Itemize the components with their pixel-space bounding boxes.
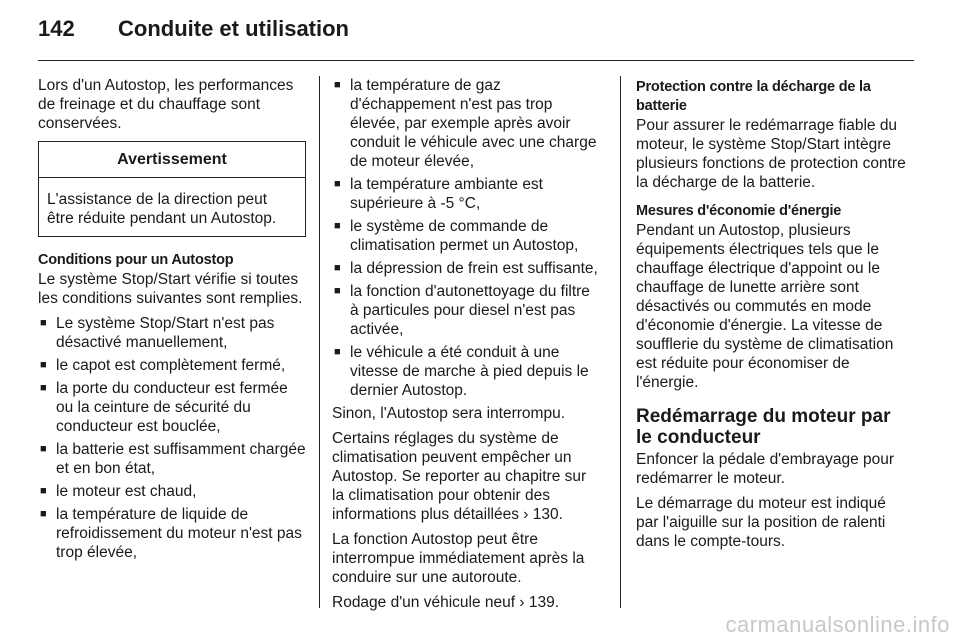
restart-paragraph-2: Le démarrage du moteur est indiqué par l'aiguille sur la position de ralenti dans le compte-tours. <box>636 495 886 550</box>
column-divider-2 <box>620 76 621 608</box>
warning-body: L'assistance de la direction peut être réduite pendant un Autostop. <box>47 191 277 227</box>
list-item: ■ la dépression de frein est suffisante, <box>332 259 602 278</box>
motorway-paragraph: La fonction Autostop peut être interrompue immédiatement après la conduire sur une autoroute. <box>332 531 585 586</box>
restart-heading: Redémarrage du moteur par le conducteur <box>636 406 891 448</box>
energy-saving-heading: Mesures d'économie d'énergie <box>636 203 842 219</box>
battery-protection-heading: Protection contre la décharge de la batterie <box>636 79 871 114</box>
list-item: ■ la température de gaz d'échappement n'est pas trop élevée, par exemple après avoir conduit le véhicule avec une charge de moteur élevée, <box>332 76 602 171</box>
column-2 <box>332 76 602 618</box>
conditions-list <box>38 314 306 562</box>
list-item: ■ la porte du conducteur est fermée ou la ceinture de sécurité du conducteur est bouclée, <box>38 379 306 436</box>
list-item: ■ la fonction d'autonettoyage du filtre à particules pour diesel n'est pas activée, <box>332 282 602 339</box>
energy-saving-body: Pendant un Autostop, plusieurs équipements électriques tels que le chauffage électrique d'appoint ou le chauffage de lunette arrière sont désactivés ou commutés en mode d'économie d'énergie. La vitesse de soufflerie du système de climatisation est réduite pour économiser de l'énergie. <box>636 222 894 391</box>
running-in-page-ref[interactable]: 139. <box>528 594 560 611</box>
intro-paragraph: Lors d'un Autostop, les performances de freinage et du chauffage sont conservées. <box>38 77 294 132</box>
conditions-intro: Le système Stop/Start vérifie si toutes les conditions suivantes sont remplies. <box>38 271 303 307</box>
column-3 <box>636 76 906 557</box>
page-ref-arrow-icon: › <box>523 506 529 523</box>
page-title: Conduite et utilisation <box>118 16 349 41</box>
climate-page-ref[interactable]: 130. <box>532 506 563 523</box>
column-divider-1 <box>319 76 320 608</box>
list-item: ■ la température de liquide de refroidissement du moteur n'est pas trop élevée, <box>38 505 306 562</box>
watermark: carmanualsonline.info <box>725 612 950 637</box>
running-in-text: Rodage d'un véhicule neuf <box>332 594 516 611</box>
list-item: ■ le moteur est chaud, <box>38 482 306 501</box>
list-item: ■ la batterie est suffisamment chargée et en bon état, <box>38 440 306 478</box>
climate-paragraph <box>332 429 602 524</box>
header-rule <box>38 60 914 61</box>
page-ref-arrow-icon: › <box>519 594 525 611</box>
warning-box <box>38 141 306 237</box>
page-number: 142 <box>38 16 75 41</box>
battery-protection-body: Pour assurer le redémarrage fiable du moteur, le système Stop/Start intègre plusieurs fonctions de protection contre la décharge de la batterie. <box>636 117 906 191</box>
running-in-paragraph <box>332 593 602 612</box>
climate-text: Certains réglages du système de climatisation peuvent empêcher un Autostop. Se reporter au chapitre sur la climatisation pour obtenir des informations plus détaillées <box>332 430 587 523</box>
list-item: ■ Le système Stop/Start n'est pas désactivé manuellement, <box>38 314 306 352</box>
list-item: ■ le véhicule a été conduit à une vitesse de marche à pied depuis le dernier Autostop. <box>332 343 602 400</box>
restart-paragraph-1: Enfoncer la pédale d'embrayage pour redémarrer le moteur. <box>636 451 895 487</box>
list-item: ■ la température ambiante est supérieure à -5 °C, <box>332 175 602 213</box>
interrupt-paragraph: Sinon, l'Autostop sera interrompu. <box>332 405 565 422</box>
list-item: ■ le système de commande de climatisation permet un Autostop, <box>332 217 602 255</box>
warning-title: Avertissement <box>39 142 305 178</box>
conditions-heading: Conditions pour un Autostop <box>38 252 234 268</box>
column-1 <box>38 76 306 566</box>
conditions-list-continued <box>332 76 602 400</box>
list-item: ■ le capot est complètement fermé, <box>38 356 306 375</box>
